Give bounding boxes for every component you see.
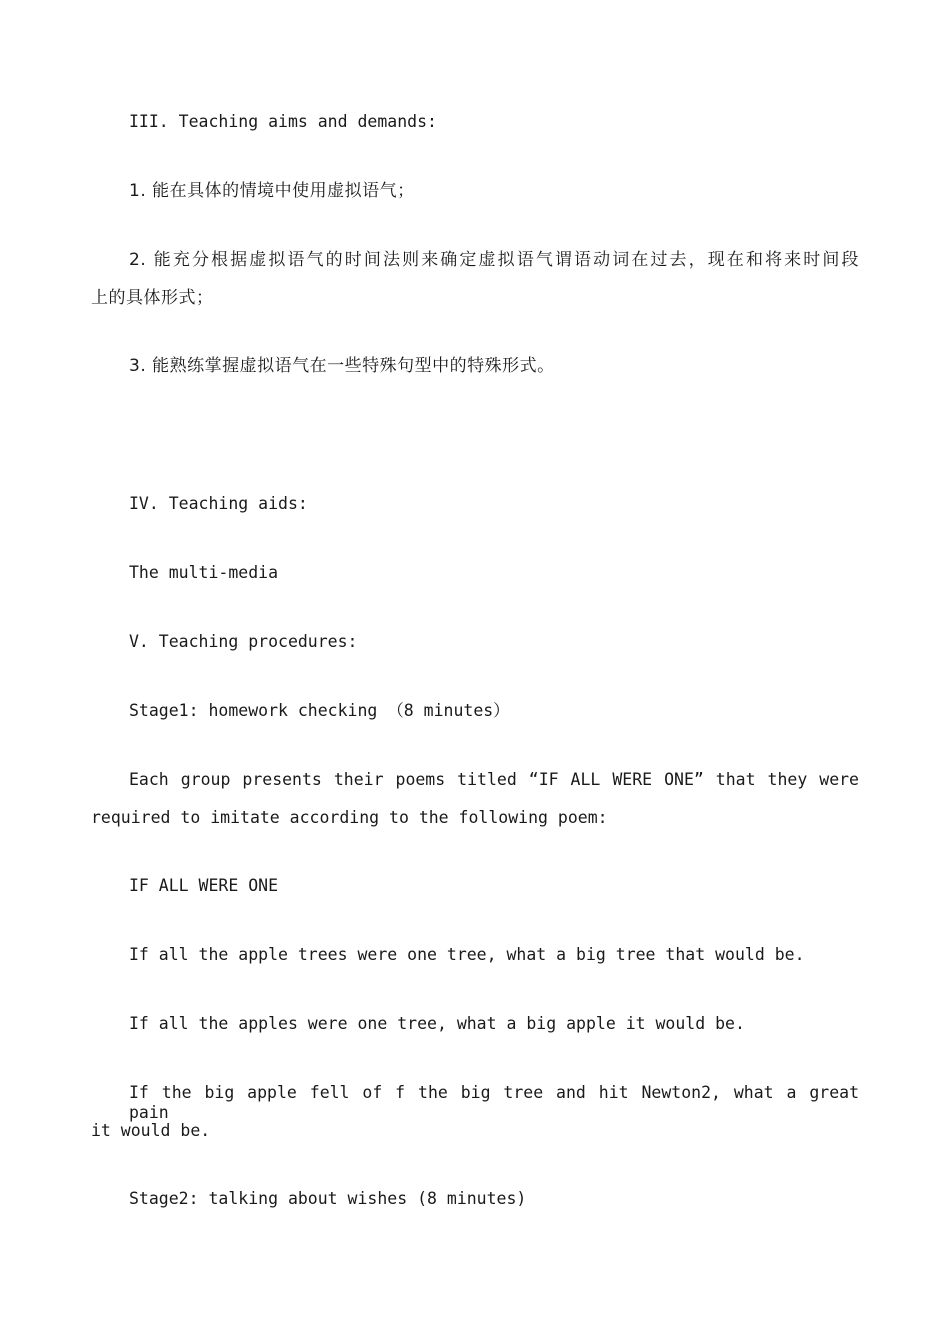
aim-item-2-line-2: 上的具体形式； [91, 288, 214, 308]
poem-line-3-part-2: it would be. [91, 1121, 211, 1140]
poem-line-1: If all the apple trees were one tree, what a big tree that would be. [129, 945, 805, 964]
aim-item-2-line-1: 2. 能充分根据虚拟语气的时间法则来确定虚拟语气谓语动词在过去，现在和将来时间段 [129, 250, 859, 270]
aim-item-3: 3. 能熟练掌握虚拟语气在一些特殊句型中的特殊形式。 [129, 356, 555, 376]
section-heading-teaching-aims: III. Teaching aims and demands: [129, 112, 437, 131]
poem-title: IF ALL WERE ONE [129, 876, 279, 895]
section-heading-teaching-aids: IV. Teaching aids: [129, 494, 308, 513]
poem-line-2: If all the apples were one tree, what a big apple it would be. [129, 1014, 745, 1033]
poem-line-3-part-1: If the big apple fell of f the big tree and hit Newton2, what a great pain [129, 1083, 859, 1122]
aim-item-1: 1. 能在具体的情境中使用虚拟语气； [129, 181, 415, 201]
stage-2-heading: Stage2: talking about wishes (8 minutes) [129, 1189, 527, 1208]
stage-1-description-line-2: required to imitate according to the following poem: [91, 808, 608, 827]
section-heading-teaching-procedures: V. Teaching procedures: [129, 632, 358, 651]
teaching-aids-text: The multi-media [129, 563, 279, 582]
stage-1-heading: Stage1: homework checking （8 minutes） [129, 701, 510, 720]
stage-1-description-line-1: Each group presents their poems titled “IF ALL WERE ONE” that they were [129, 770, 859, 789]
